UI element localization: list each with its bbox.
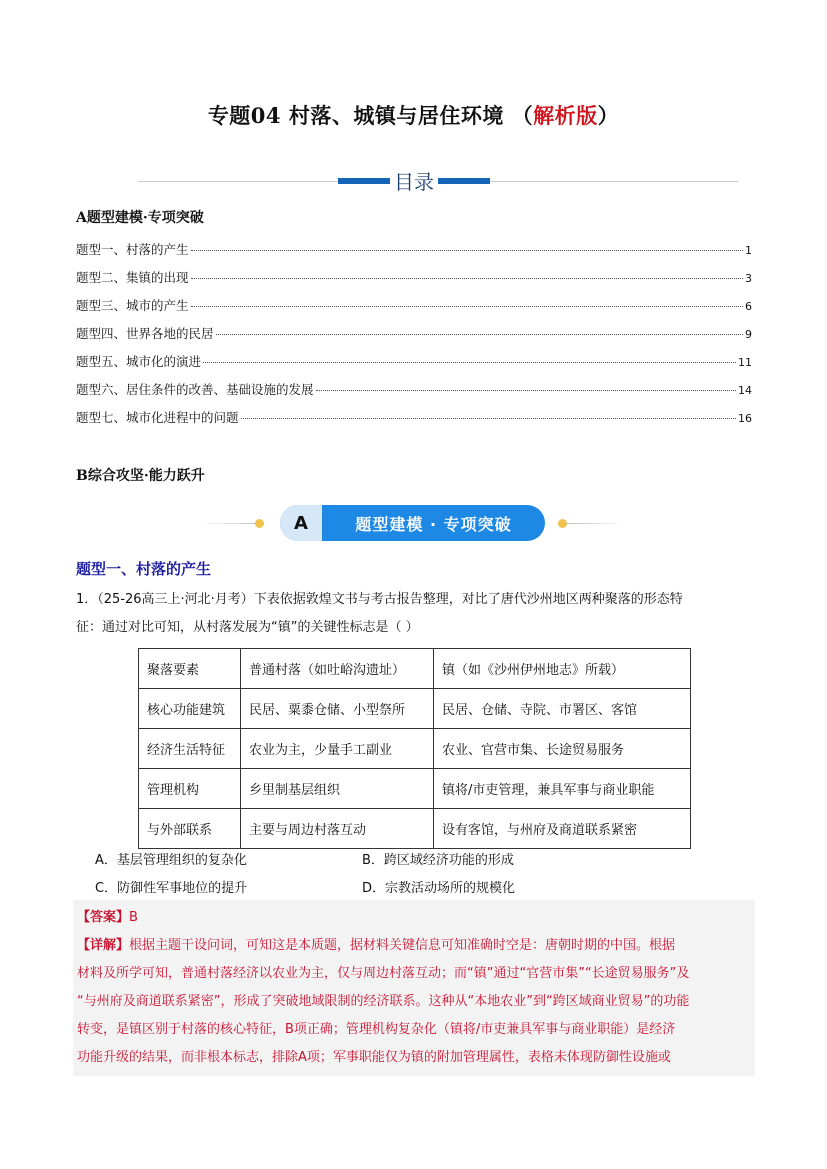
table-row	[139, 649, 691, 689]
section-heading: 题型一、村落的产生	[76, 560, 212, 578]
toc-item[interactable]	[76, 296, 752, 316]
toc-leader	[191, 250, 743, 251]
toc-item[interactable]	[76, 408, 752, 428]
option-c[interactable]: C．防御性军事地位的提升	[95, 881, 248, 896]
toc-item-label: 题型六、居住条件的改善、基础设施的发展	[76, 382, 314, 397]
toc-item-page: 14	[738, 384, 752, 397]
table-cell: 聚落要素	[139, 649, 241, 689]
table-row	[139, 729, 691, 769]
table-row	[139, 769, 691, 809]
toc-item-page: 1	[745, 244, 752, 257]
toc-leader	[241, 418, 736, 419]
toc-header	[138, 168, 738, 194]
document-title: 专题04 村落、城镇与居住环境 （解析版）	[207, 103, 620, 128]
banner-text: 题型建模 · 专项突破	[355, 514, 512, 534]
comparison-table	[138, 648, 691, 849]
table-cell: 农业为主，少量手工副业	[241, 729, 434, 769]
toc-item[interactable]	[76, 240, 752, 260]
answer-value: B	[129, 910, 138, 925]
banner-letter: A	[280, 505, 322, 541]
toc-item-label: 题型二、集镇的出现	[76, 270, 189, 285]
toc-item-page: 3	[745, 272, 752, 285]
table-cell: 普通村落（如吐峪沟遗址）	[241, 649, 434, 689]
toc-item-label: 题型三、城市的产生	[76, 298, 189, 313]
toc-heading: 目录	[390, 166, 438, 195]
table-cell: 管理机构	[139, 769, 241, 809]
option-a[interactable]: A．基层管理组织的复杂化	[95, 853, 247, 868]
toc-item-label: 题型七、城市化进程中的问题	[76, 410, 239, 425]
toc-item-page: 16	[738, 412, 752, 425]
toc-leader	[316, 390, 736, 391]
option-b[interactable]: B．跨区域经济功能的形成	[362, 853, 514, 868]
toc-item-page: 6	[745, 300, 752, 313]
toc-item-label: 题型一、村落的产生	[76, 242, 189, 257]
table-row	[139, 689, 691, 729]
table-cell: 乡里制基层组织	[241, 769, 434, 809]
toc-leader	[191, 278, 743, 279]
toc-item-label: 题型四、世界各地的民居	[76, 326, 214, 341]
table-cell: 农业、官营市集、长途贸易服务	[434, 729, 691, 769]
table-row	[139, 809, 691, 849]
toc-section-b: B综合攻坚·能力跃升	[76, 468, 205, 484]
toc-item-label: 题型五、城市化的演进	[76, 354, 202, 369]
table-cell: 主要与周边村落互动	[241, 809, 434, 849]
toc-item-page: 9	[745, 328, 752, 341]
toc-item[interactable]	[76, 380, 752, 400]
table-cell: 设有客馆，与州府及商道联系紧密	[434, 809, 691, 849]
table-cell: 镇将/市吏管理，兼具军事与商业职能	[434, 769, 691, 809]
table-cell: 民居、仓储、寺院、市署区、客馆	[434, 689, 691, 729]
toc-item[interactable]	[76, 352, 752, 372]
table-cell: 经济生活特征	[139, 729, 241, 769]
question-text: 1．（25-26高三上·河北·月考）下表依据敦煌文书与考古报告整理，对比了唐代沙州地区两种聚落的形态特 征：通过对比可知，从村落发展为“镇”的关键性标志是（ ）	[76, 592, 683, 635]
section-banner	[200, 505, 630, 541]
option-d[interactable]: D．宗教活动场所的规模化	[362, 881, 516, 896]
table-cell: 民居、粟黍仓储、小型祭所	[241, 689, 434, 729]
toc-item-page: 11	[738, 356, 752, 369]
table-cell: 与外部联系	[139, 809, 241, 849]
toc-section-a: A题型建模·专项突破	[76, 210, 204, 226]
table-cell: 镇（如《沙州伊州地志》所载）	[434, 649, 691, 689]
toc-leader	[216, 334, 743, 335]
table-cell: 核心功能建筑	[139, 689, 241, 729]
answer-box: 【答案】B 【详解】根据主题干设问词，可知这是本质题，据材料关键信息可知准确时空是：唐朝时期的中国。根据 材料及所学可知，普通村落经济以农业为主，仅与周边村落互动；而“镇”通过“官营市集”“长途贸易服务”及 “与州府及商道联系紧密”，形成了突破地域限制的经济联系。这种从“本地农业”到“跨区域商业贸易”的功能 转变，是镇区别于村落的核心特征，B项正确；管理机构复杂化（镇将/市吏兼具军事与商业职能）是经济 功能升级的结果，而非根本标志，排除A项；军事职能仅为镇的附加管理属性，表格未体现防御性设施或	[73, 900, 755, 1076]
toc-item[interactable]	[76, 324, 752, 344]
toc-item[interactable]	[76, 268, 752, 288]
toc-leader	[191, 306, 743, 307]
toc-leader	[203, 362, 736, 363]
